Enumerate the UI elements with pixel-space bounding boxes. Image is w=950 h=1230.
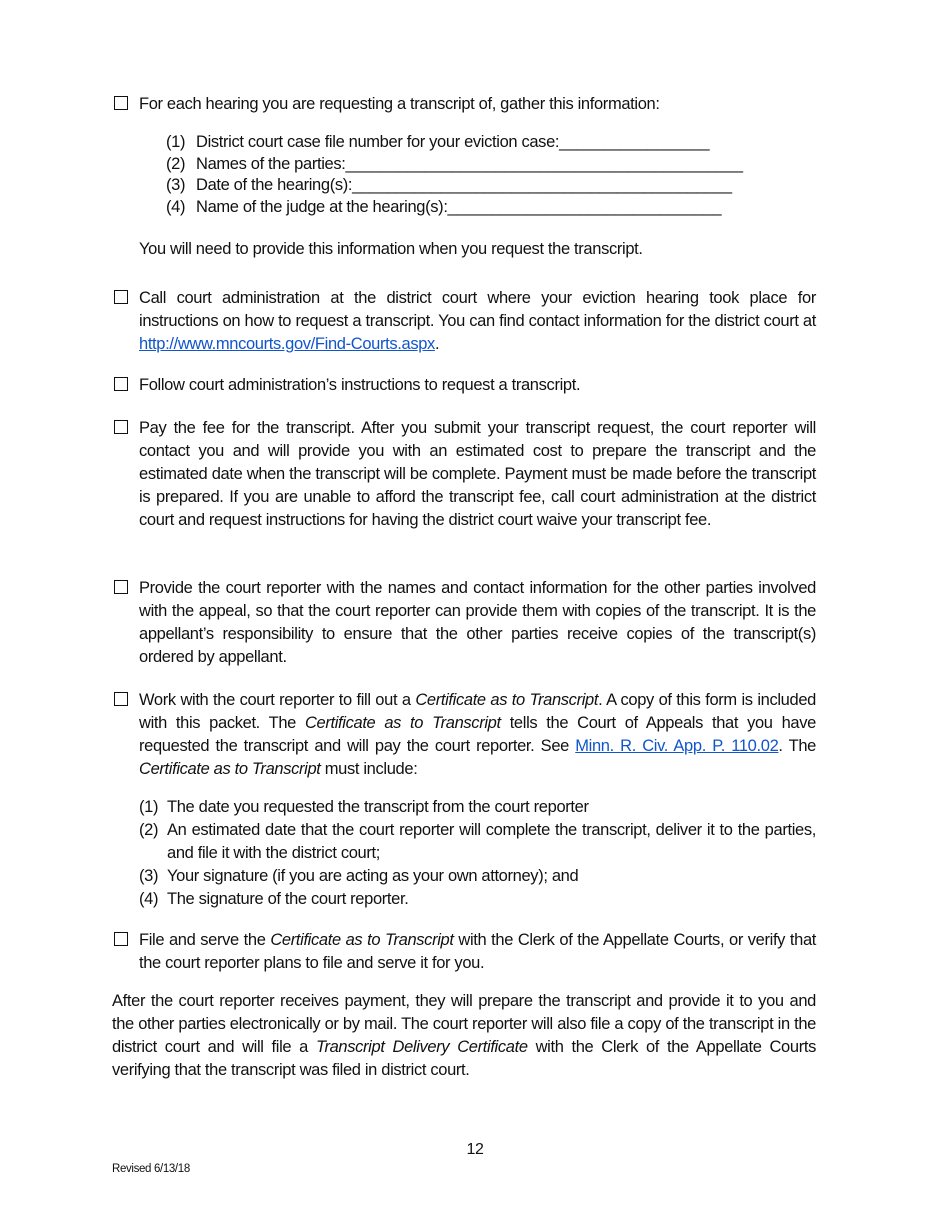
checklist-item-follow-instructions: [114, 374, 816, 397]
list-item: (3) Your signature (if you are acting as your own attorney); and: [139, 867, 579, 885]
page-number: 12: [466, 1141, 484, 1158]
checkbox[interactable]: [114, 692, 128, 706]
checklist-item-pay-fee: [114, 417, 816, 532]
checkbox[interactable]: [114, 580, 128, 594]
list-item: (1) The date you requested the transcript from the court reporter: [139, 798, 589, 816]
item-text: Work with the court reporter to fill out a Certificate as to Transcript. A copy of this form is included with this packet. The Certificate as to Transcript tells the Court of Appeals that you have requested the transcript and will pay the court reporter. See Minn. R. Civ. App. P. 110.02. The Certificate as to Transcript must include:: [139, 691, 817, 778]
info-note: You will need to provide this information when you request the transcript.: [139, 240, 643, 258]
rule-link[interactable]: Minn. R. Civ. App. P. 110.02: [575, 737, 779, 755]
item-text: Provide the court reporter with the names and contact information for the other parties involved with the appeal, so that the court reporter can provide them with copies of the transcript. It is the appellant’s responsibility to ensure that the other parties receive copies of the transcript(s) ordered by appellant.: [139, 579, 816, 666]
list-item: (1) District court case file number for your eviction case:_________________: [166, 133, 710, 151]
list-item: (3) Date of the hearing(s):___________________________________________: [166, 176, 732, 194]
checklist-item-file-serve: [114, 929, 816, 975]
item-text: File and serve the Certificate as to Transcript with the Clerk of the Appellate Courts, or verify that the court reporter plans to file and serve it for you.: [139, 931, 816, 972]
checklist-item-call-court: [114, 287, 816, 356]
certificate-requirements-list: [139, 796, 816, 911]
list-item: (2) Names of the parties:_____________________________________________: [166, 154, 743, 173]
item-text: For each hearing you are requesting a transcript of, gather this information:: [139, 95, 660, 113]
checklist-item-provide-contacts: [114, 577, 816, 669]
revised-date: Revised 6/13/18: [112, 1163, 190, 1175]
checklist-item-gather-info: [114, 93, 816, 116]
checkbox[interactable]: [114, 96, 128, 110]
checkbox[interactable]: [114, 932, 128, 946]
list-item: (4) Name of the judge at the hearing(s):_______________________________: [166, 197, 722, 216]
checkbox[interactable]: [114, 420, 128, 434]
item-text: Call court administration at the district court where your eviction hearing took place for instructions on how to request a transcript. You can find contact information for the district court at http://www.mncourts.gov/Find-Courts.aspx.: [139, 289, 816, 353]
checklist-item-certificate: [114, 689, 816, 781]
list-item: (4) The signature of the court reporter.: [139, 890, 409, 908]
item-text: Pay the fee for the transcript. After you submit your transcript request, the court reporter will contact you and will provide you with an estimated cost to prepare the transcript and the estimated date when the transcript will be complete. Payment must be made before the transcript is prepared. If you are unable to afford the transcript fee, call court administration at the district court and request instructions for having the district court waive your transcript fee.: [139, 419, 816, 529]
item-text: Follow court administration’s instructions to request a transcript.: [139, 376, 581, 394]
checkbox[interactable]: [114, 377, 128, 391]
closing-paragraph: After the court reporter receives payment, they will prepare the transcript and provide it to you and the other parties electronically or by mail. The court reporter will also file a copy of the transcript in the district court and will file a Transcript Delivery Certificate with the Clerk of the Appellate Courts verifying that the transcript was filed in district court.: [112, 992, 816, 1079]
find-courts-link[interactable]: http://www.mncourts.gov/Find-Courts.aspx: [139, 335, 435, 353]
list-item: (2) An estimated date that the court reporter will complete the transcript, deliver it to the parties, and file it with the district court;: [139, 821, 816, 862]
checkbox[interactable]: [114, 290, 128, 304]
info-list: [166, 132, 766, 218]
